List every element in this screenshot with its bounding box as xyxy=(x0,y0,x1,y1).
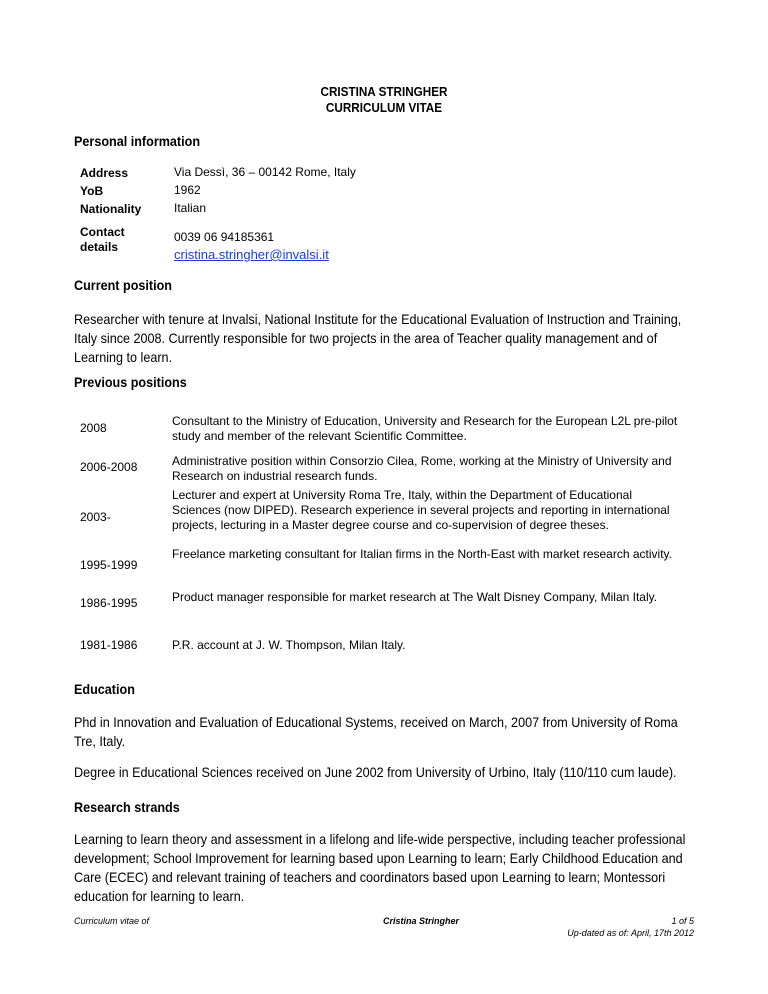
education-phd: Phd in Innovation and Evaluation of Educational Systems, received on March, 2007 from University of Roma Tre, Italy. xyxy=(74,714,678,749)
email-wrapper xyxy=(174,246,329,264)
education-heading: Education xyxy=(74,681,135,697)
updated-date: Up-dated as of: April, 17th 2012 xyxy=(567,928,694,938)
nationality-label: Nationality xyxy=(80,202,142,216)
position-description: Consultant to the Ministry of Education, University and Research for the European L2L pre-pilot study and member of the relevant Scientific Committee. xyxy=(172,414,678,443)
phone-value: 0039 06 94185361 xyxy=(174,230,275,244)
education-degree: Degree in Educational Sciences received on June 2002 from University of Urbino, Italy (110/110 cum laude). xyxy=(74,764,677,780)
page-number: 1 of 5 xyxy=(671,916,694,926)
footer-right xyxy=(567,915,694,939)
yob-label: YoB xyxy=(80,184,104,198)
position-year: 1995-1999 xyxy=(80,558,138,572)
position-year: 2006-2008 xyxy=(80,460,138,474)
position-year: 2008 xyxy=(80,421,107,435)
footer-author: Cristina Stringher xyxy=(383,916,460,926)
position-year: 2003- xyxy=(80,510,111,524)
email-link[interactable]: cristina.stringher@invalsi.it xyxy=(174,247,329,262)
personal-info-heading: Personal information xyxy=(74,133,201,149)
position-description: Freelance marketing consultant for Italian firms in the North-East with market research activity. xyxy=(172,547,672,561)
address-label: Address xyxy=(80,166,129,180)
position-description: P.R. account at J. W. Thompson, Milan Italy. xyxy=(172,638,406,652)
position-year: 1986-1995 xyxy=(80,596,138,610)
nationality-value: Italian xyxy=(174,201,207,215)
document-header xyxy=(38,84,729,116)
contact-label xyxy=(80,224,125,256)
position-description: Administrative position within Consorzio Cilea, Rome, working at the Ministry of University and Research on industrial research funds. xyxy=(172,454,672,483)
research-strands-text: Learning to learn theory and assessment in a lifelong and life-wide perspective, including teacher professional development; School Improvement for learning based upon Learning to learn; Early Childhood Education and Care (ECEC) and relevant training of teachers and coordinators based upon Learning to learn; Montessori education for learning to learn. xyxy=(74,831,686,904)
yob-value: 1962 xyxy=(174,183,201,197)
previous-positions-heading: Previous positions xyxy=(74,374,187,390)
contact-label-line-2: details xyxy=(80,240,119,254)
position-description: Product manager responsible for market research at The Walt Disney Company, Milan Italy. xyxy=(172,590,658,604)
current-position-text: Researcher with tenure at Invalsi, National Institute for the Educational Evaluation of Instruction and Training, Italy since 2008. Currently responsible for two projects in the area of Teacher quality management and of Learning to learn. xyxy=(74,311,682,365)
contact-label-line-1: Contact xyxy=(80,225,125,239)
footer-left: Curriculum vitae of xyxy=(74,916,150,926)
address-value: Via Dessì, 36 – 00142 Rome, Italy xyxy=(174,165,356,179)
position-year: 1981-1986 xyxy=(80,638,138,652)
position-description: Lecturer and expert at University Roma Tre, Italy, within the Department of Educational Sciences (now DIPED). Research experience in several projects and reporting in international projects, lecturing in a Master degree course and co-supervision of degree theses. xyxy=(172,488,670,532)
author-name: CRISTINA STRINGHER xyxy=(320,84,448,99)
research-strands-heading: Research strands xyxy=(74,799,180,815)
document-title: CURRICULUM VITAE xyxy=(325,100,443,115)
current-position-heading: Current position xyxy=(74,277,173,293)
